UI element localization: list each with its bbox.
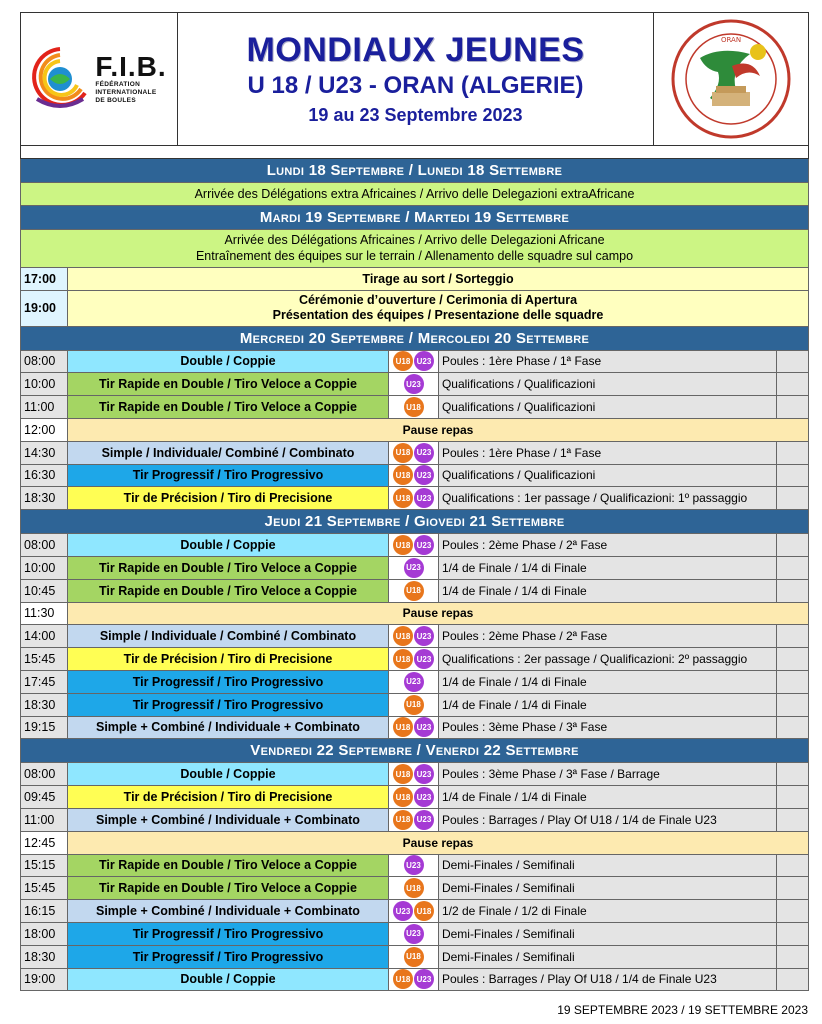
fib-acronym: F.I.B.	[95, 51, 167, 82]
u23-badge: U23	[414, 787, 434, 807]
oran-logo-text: ORAN	[720, 36, 742, 44]
category-badges	[389, 648, 439, 670]
schedule-row	[20, 969, 809, 992]
phase-info: Qualifications / Qualificazioni	[439, 373, 777, 395]
schedule-row	[20, 396, 809, 419]
time-cell: 10:00	[21, 557, 68, 579]
time-cell: 17:45	[21, 671, 68, 693]
u23-badge: U23	[414, 626, 434, 646]
u18-badge: U18	[393, 787, 413, 807]
phase-info: Poules : 1ère Phase / 1ª Fase	[439, 442, 777, 464]
ceremony-line-1: Cérémonie d’ouverture / Cerimonia di Apertura	[298, 293, 578, 308]
fib-line-2: INTERNATIONALE	[95, 89, 157, 96]
category-badges	[389, 809, 439, 831]
time-cell: 08:00	[21, 534, 68, 556]
empty-cell	[777, 373, 808, 395]
u18-badge: U18	[393, 465, 413, 485]
time-cell: 17:00	[21, 268, 68, 290]
u18-badge: U18	[393, 649, 413, 669]
time-cell: 18:30	[21, 946, 68, 968]
phase-info: Poules : Barrages / Play Of U18 / 1/4 de Finale U23	[439, 969, 777, 991]
category-badges	[389, 442, 439, 464]
category-badges	[389, 534, 439, 556]
phase-info: Poules : 2ème Phase / 2ª Fase	[439, 625, 777, 647]
tuesday-note-2: Entraînement des équipes sur le terrain / Allenamento delle squadre sul campo	[195, 249, 634, 264]
phase-info: 1/4 de Finale / 1/4 di Finale	[439, 786, 777, 808]
u23-badge: U23	[404, 374, 424, 394]
phase-info: 1/2 de Finale / 1/2 di Finale	[439, 900, 777, 922]
phase-info: Demi-Finales / Semifinali	[439, 855, 777, 877]
schedule-row	[20, 580, 809, 603]
empty-cell	[777, 786, 808, 808]
category-badges	[389, 671, 439, 693]
day-header-wednesday: Mercredi 20 Septembre / Mercoledi 20 Settembre	[20, 327, 809, 351]
tuesday-row-draw	[20, 268, 809, 291]
u23-badge: U23	[393, 901, 413, 921]
event-cell: Simple + Combiné / Individuale + Combinato	[68, 717, 389, 739]
event-cell: Double / Coppie	[68, 534, 389, 556]
pause-row	[20, 832, 809, 855]
schedule-row	[20, 351, 809, 374]
schedule-row	[20, 763, 809, 786]
empty-cell	[777, 763, 808, 785]
category-badges	[389, 786, 439, 808]
time-cell: 19:00	[21, 291, 68, 326]
title-block	[178, 13, 653, 145]
time-cell: 09:45	[21, 786, 68, 808]
phase-info: 1/4 de Finale / 1/4 di Finale	[439, 694, 777, 716]
schedule-row	[20, 671, 809, 694]
u23-badge: U23	[414, 969, 434, 989]
empty-cell	[777, 717, 808, 739]
u23-badge: U23	[414, 810, 434, 830]
event-cell: Tir Progressif / Tiro Progressivo	[68, 946, 389, 968]
empty-cell	[777, 557, 808, 579]
event-cell: Tirage au sort / Sorteggio	[362, 271, 514, 286]
time-cell: 16:15	[21, 900, 68, 922]
empty-cell	[777, 855, 808, 877]
fib-logo	[21, 13, 178, 145]
event-cell: Tir Rapide en Double / Tiro Veloce a Coppie	[68, 557, 389, 579]
phase-info: Poules : 2ème Phase / 2ª Fase	[439, 534, 777, 556]
phase-info: Qualifications / Qualificazioni	[439, 465, 777, 487]
u23-badge: U23	[414, 443, 434, 463]
tuesday-row-ceremony	[20, 291, 809, 327]
event-subtitle: U 18 / U23 - ORAN (ALGERIE)	[247, 72, 584, 99]
u18-badge: U18	[404, 947, 424, 967]
schedule-row	[20, 809, 809, 832]
phase-info: 1/4 de Finale / 1/4 di Finale	[439, 580, 777, 602]
time-cell: 10:00	[21, 373, 68, 395]
fib-ball-icon	[31, 43, 89, 115]
event-cell: Simple / Individuale/ Combiné / Combinato	[68, 442, 389, 464]
empty-cell	[777, 923, 808, 945]
category-badges	[389, 557, 439, 579]
u18-badge: U18	[414, 901, 434, 921]
u18-badge: U18	[404, 581, 424, 601]
event-cell: Double / Coppie	[68, 763, 389, 785]
u18-badge: U18	[404, 695, 424, 715]
empty-cell	[777, 487, 808, 509]
friday-rows	[20, 763, 809, 991]
event-cell: Tir Progressif / Tiro Progressivo	[68, 923, 389, 945]
pause-row	[20, 419, 809, 442]
time-cell: 12:00	[21, 419, 68, 441]
u18-badge: U18	[393, 351, 413, 371]
day-header-friday: Vendredi 22 Septembre / Venerdi 22 Settembre	[20, 739, 809, 763]
u23-badge: U23	[414, 764, 434, 784]
u23-badge: U23	[414, 465, 434, 485]
pause-label: Pause repas	[68, 419, 808, 441]
u23-badge: U23	[414, 649, 434, 669]
u18-badge: U18	[393, 717, 413, 737]
tuesday-note-1: Arrivée des Délégations Africaines / Arrivo delle Delegazioni Africane	[224, 233, 605, 248]
event-cell: Tir Progressif / Tiro Progressivo	[68, 694, 389, 716]
u23-badge: U23	[414, 488, 434, 508]
category-badges	[389, 396, 439, 418]
u18-badge: U18	[404, 878, 424, 898]
phase-info: Poules : 3ème Phase / 3ª Fase	[439, 717, 777, 739]
event-cell: Tir Progressif / Tiro Progressivo	[68, 465, 389, 487]
schedule-row	[20, 373, 809, 396]
schedule-row	[20, 487, 809, 510]
empty-cell	[777, 969, 808, 991]
phase-info: Poules : Barrages / Play Of U18 / 1/4 de Finale U23	[439, 809, 777, 831]
time-cell: 11:00	[21, 809, 68, 831]
empty-cell	[777, 694, 808, 716]
schedule-row	[20, 923, 809, 946]
schedule-row	[20, 442, 809, 465]
u18-badge: U18	[393, 626, 413, 646]
phase-info: Poules : 1ère Phase / 1ª Fase	[439, 351, 777, 373]
event-cell: Simple / Individuale / Combiné / Combinato	[68, 625, 389, 647]
category-badges	[389, 351, 439, 373]
phase-info: Qualifications : 2er passage / Qualificazioni: 2º passaggio	[439, 648, 777, 670]
tuesday-notes	[20, 230, 809, 268]
category-badges	[389, 946, 439, 968]
schedule-row	[20, 648, 809, 671]
time-cell: 11:00	[21, 396, 68, 418]
phase-info: 1/4 de Finale / 1/4 di Finale	[439, 671, 777, 693]
time-cell: 19:00	[21, 969, 68, 991]
category-badges	[389, 969, 439, 991]
u23-badge: U23	[404, 672, 424, 692]
empty-cell	[777, 396, 808, 418]
oran-emblem-icon	[670, 18, 792, 140]
time-cell: 15:15	[21, 855, 68, 877]
event-cell: Double / Coppie	[68, 969, 389, 991]
u18-badge: U18	[393, 443, 413, 463]
empty-cell	[777, 580, 808, 602]
time-cell: 16:30	[21, 465, 68, 487]
time-cell: 11:30	[21, 603, 68, 625]
document-header	[20, 12, 809, 146]
phase-info: Poules : 3ème Phase / 3ª Fase / Barrage	[439, 763, 777, 785]
event-cell: Tir de Précision / Tiro di Precisione	[68, 648, 389, 670]
footer-date: 19 SEPTEMBRE 2023 / 19 SETTEMBRE 2023	[557, 1003, 808, 1017]
empty-cell	[777, 809, 808, 831]
fib-line-1: FÉDÉRATION	[95, 81, 141, 88]
category-badges	[389, 900, 439, 922]
event-cell: Tir Rapide en Double / Tiro Veloce a Coppie	[68, 877, 389, 899]
event-dates: 19 au 23 Septembre 2023	[308, 105, 523, 125]
u18-badge: U18	[393, 764, 413, 784]
category-badges	[389, 373, 439, 395]
ceremony-line-2: Présentation des équipes / Presentazione delle squadre	[272, 308, 604, 323]
u23-badge: U23	[404, 924, 424, 944]
pause-label: Pause repas	[68, 603, 808, 625]
event-cell: Simple + Combiné / Individuale + Combinato	[68, 900, 389, 922]
category-badges	[389, 855, 439, 877]
schedule-table	[20, 159, 809, 991]
schedule-row	[20, 717, 809, 740]
time-cell: 14:00	[21, 625, 68, 647]
category-badges	[389, 625, 439, 647]
event-cell: Tir de Précision / Tiro di Precisione	[68, 487, 389, 509]
empty-cell	[777, 671, 808, 693]
category-badges	[389, 694, 439, 716]
time-cell: 15:45	[21, 877, 68, 899]
schedule-row	[20, 465, 809, 488]
u18-badge: U18	[393, 535, 413, 555]
u18-badge: U18	[393, 488, 413, 508]
empty-cell	[777, 625, 808, 647]
time-cell: 10:45	[21, 580, 68, 602]
phase-info: Qualifications / Qualificazioni	[439, 396, 777, 418]
schedule-row	[20, 786, 809, 809]
fib-line-3: DE BOULES	[95, 97, 136, 104]
pause-label: Pause repas	[68, 832, 808, 854]
u23-badge: U23	[414, 717, 434, 737]
schedule-row	[20, 534, 809, 557]
time-cell: 12:45	[21, 832, 68, 854]
category-badges	[389, 487, 439, 509]
empty-cell	[777, 442, 808, 464]
empty-cell	[777, 351, 808, 373]
pause-row	[20, 603, 809, 626]
time-cell: 18:00	[21, 923, 68, 945]
empty-cell	[777, 534, 808, 556]
time-cell: 18:30	[21, 487, 68, 509]
schedule-row	[20, 855, 809, 878]
category-badges	[389, 465, 439, 487]
time-cell: 14:30	[21, 442, 68, 464]
event-cell	[68, 291, 808, 326]
phase-info: Demi-Finales / Semifinali	[439, 923, 777, 945]
monday-note: Arrivée des Délégations extra Africaines / Arrivo delle Delegazioni extraAfricane	[20, 183, 809, 206]
event-title: MONDIAUX JEUNES	[246, 31, 585, 69]
empty-cell	[777, 900, 808, 922]
empty-cell	[777, 946, 808, 968]
u23-badge: U23	[414, 351, 434, 371]
empty-cell	[777, 465, 808, 487]
phase-info: Qualifications : 1er passage / Qualificazioni: 1º passaggio	[439, 487, 777, 509]
u23-badge: U23	[414, 535, 434, 555]
category-badges	[389, 877, 439, 899]
day-header-thursday: Jeudi 21 Septembre / Giovedi 21 Settembre	[20, 510, 809, 534]
phase-info: Demi-Finales / Semifinali	[439, 946, 777, 968]
schedule-row	[20, 557, 809, 580]
schedule-row	[20, 694, 809, 717]
wednesday-rows	[20, 351, 809, 511]
empty-cell	[777, 648, 808, 670]
u18-badge: U18	[393, 969, 413, 989]
schedule-row	[20, 946, 809, 969]
event-cell: Tir Rapide en Double / Tiro Veloce a Coppie	[68, 855, 389, 877]
event-cell: Tir de Précision / Tiro di Precisione	[68, 786, 389, 808]
schedule-row	[20, 877, 809, 900]
empty-cell	[777, 877, 808, 899]
phase-info: 1/4 de Finale / 1/4 di Finale	[439, 557, 777, 579]
schedule-row	[20, 900, 809, 923]
event-cell: Tir Rapide en Double / Tiro Veloce a Coppie	[68, 580, 389, 602]
time-cell: 19:15	[21, 717, 68, 739]
header-spacer	[20, 146, 809, 159]
time-cell: 18:30	[21, 694, 68, 716]
category-badges	[389, 717, 439, 739]
event-cell: Tir Rapide en Double / Tiro Veloce a Coppie	[68, 373, 389, 395]
schedule-row	[20, 625, 809, 648]
day-header-monday: Lundi 18 Septembre / Lunedi 18 Settembre	[20, 159, 809, 183]
event-cell: Double / Coppie	[68, 351, 389, 373]
time-cell: 08:00	[21, 351, 68, 373]
event-cell: Tir Rapide en Double / Tiro Veloce a Coppie	[68, 396, 389, 418]
u18-badge: U18	[404, 397, 424, 417]
category-badges	[389, 580, 439, 602]
category-badges	[389, 763, 439, 785]
u23-badge: U23	[404, 855, 424, 875]
u18-badge: U18	[393, 810, 413, 830]
phase-info: Demi-Finales / Semifinali	[439, 877, 777, 899]
time-cell: 15:45	[21, 648, 68, 670]
category-badges	[389, 923, 439, 945]
event-cell: Simple + Combiné / Individuale + Combinato	[68, 809, 389, 831]
time-cell: 08:00	[21, 763, 68, 785]
u23-badge: U23	[404, 558, 424, 578]
oran-logo	[653, 13, 808, 145]
day-header-tuesday: Mardi 19 Septembre / Martedi 19 Settembre	[20, 206, 809, 230]
thursday-rows	[20, 534, 809, 739]
event-cell: Tir Progressif / Tiro Progressivo	[68, 671, 389, 693]
